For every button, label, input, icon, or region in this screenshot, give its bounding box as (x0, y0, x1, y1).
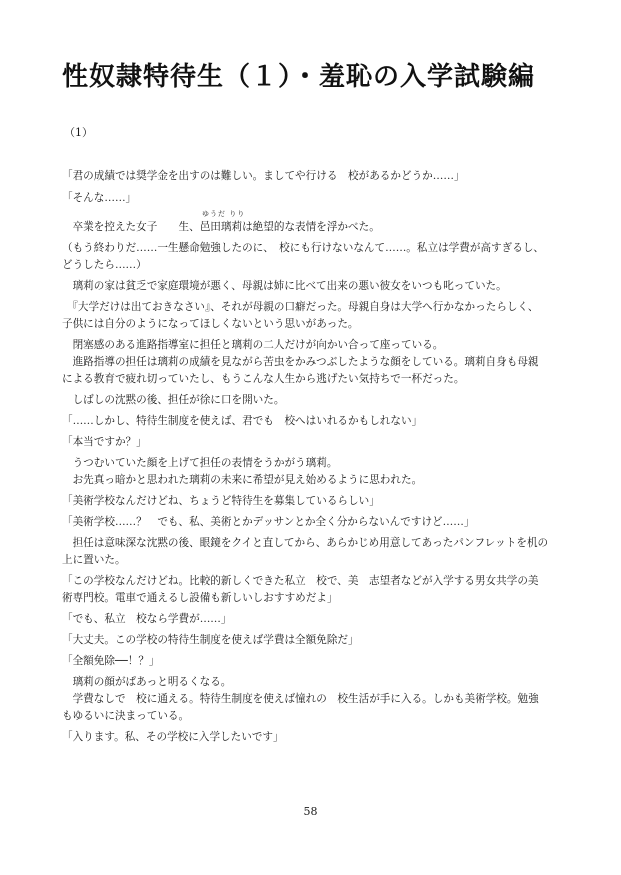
paragraph-line: お先真っ暗かと思われた璃莉の未来に希望が見え始めるように思われた。 (62, 474, 423, 486)
paragraph-line: 「……しかし、特待生制度を使えば、君でも 校へはいれるかもしれない」 (62, 415, 423, 427)
paragraph-line: 上に置いた。 (62, 554, 126, 566)
paragraph-line: 進路指導の担任は璃莉の成績を見ながら苦虫をかみつぶしたような顔をしている。璃莉自身も母親 (62, 356, 539, 368)
paragraph-line: うつむいていた顔を上げて担任の表情をうかがう璃莉。 (62, 457, 338, 469)
paragraph-line: どうしたら……） (62, 259, 147, 271)
paragraph-line: 「入ります。私、その学校に入学したいです」 (62, 731, 284, 743)
paragraph-line: 卒業を控えた女子 生、邑田璃莉は絶望的な表情を浮かべた。 (62, 221, 380, 233)
paragraph-line: 術専門校。電車で通えるし設備も新しいしおすすめだよ」 (62, 592, 338, 604)
paragraph-line: 『大学だけは出ておきなさい』、それが母親の口癖だった。母親自身は大学へ行かなかったらしく、 (62, 301, 539, 313)
body-text (62, 168, 566, 746)
paragraph-line: 「この学校なんだけどね。比較的新しくできた私立 校で、美 志望者などが入学する男女共学の美 (62, 575, 539, 587)
paragraph-line: 「全額免除──！？」 (62, 655, 160, 667)
paragraph-line: 「君の成績では奨学金を出すのは難しい。ましてや行ける 校があるかどうか……」 (62, 170, 465, 182)
paragraph-line: 「大丈夫。この学校の特待生制度を使えば学費は全額免除だ」 (62, 634, 359, 646)
paragraph-line: 学費なしで 校に通える。特待生制度を使えば憧れの 校生活が手に入る。しかも美術学校。勉強 (62, 693, 539, 705)
page-number: 58 (303, 805, 318, 818)
paragraph-line: （もう終わりだ……一生懸命勉強したのに、 校にも行けないなんて……。私立は学費が高すぎるし、 (62, 242, 545, 254)
chapter-number: （1） (64, 126, 93, 139)
paragraph-line: による教育で疲れ切っていたし、もうこんな人生から逃げたい気持ちで一杯だった。 (62, 373, 465, 385)
paragraph-line: もゆるいに決まっている。 (62, 710, 190, 722)
paragraph-line: 「本当ですか？」 (62, 436, 147, 448)
paragraph-line: 担任は意味深な沈黙の後、眼鏡をクイと直してから、あらかじめ用意してあったパンフレットを机の (62, 537, 549, 549)
paragraph-line: 「美術学校なんだけどね、ちょうど特待生を募集しているらしい」 (62, 495, 380, 507)
paragraph-line: 「美術学校……？ でも、私、美術とかデッサンとか全く分からないんですけど……」 (62, 516, 475, 528)
paragraph-line: 子供には自分のようになってほしくないという思いがあった。 (62, 318, 359, 330)
page-title: 性奴隷特待生（１）・羞恥の入学試験編 (62, 62, 536, 92)
paragraph-line: 璃莉の家は貧乏で家庭環境が悪く、母親は姉に比べて出来の悪い彼女をいつも叱っていた。 (62, 280, 507, 292)
paragraph-line: 「でも、私立 校なら学費が……」 (62, 613, 232, 625)
paragraph-line: 閉塞感のある進路指導室に担任と璃莉の二人だけが向かい合って座っている。 (62, 339, 444, 351)
paragraph-line: 璃莉の顔がぱあっと明るくなる。 (62, 676, 232, 688)
paragraph-line: しばしの沈黙の後、担任が徐に口を開いた。 (62, 394, 285, 406)
paragraph-line: 「そんな……」 (62, 192, 137, 204)
ruby-annotation: ゆうだ りり (202, 210, 246, 218)
